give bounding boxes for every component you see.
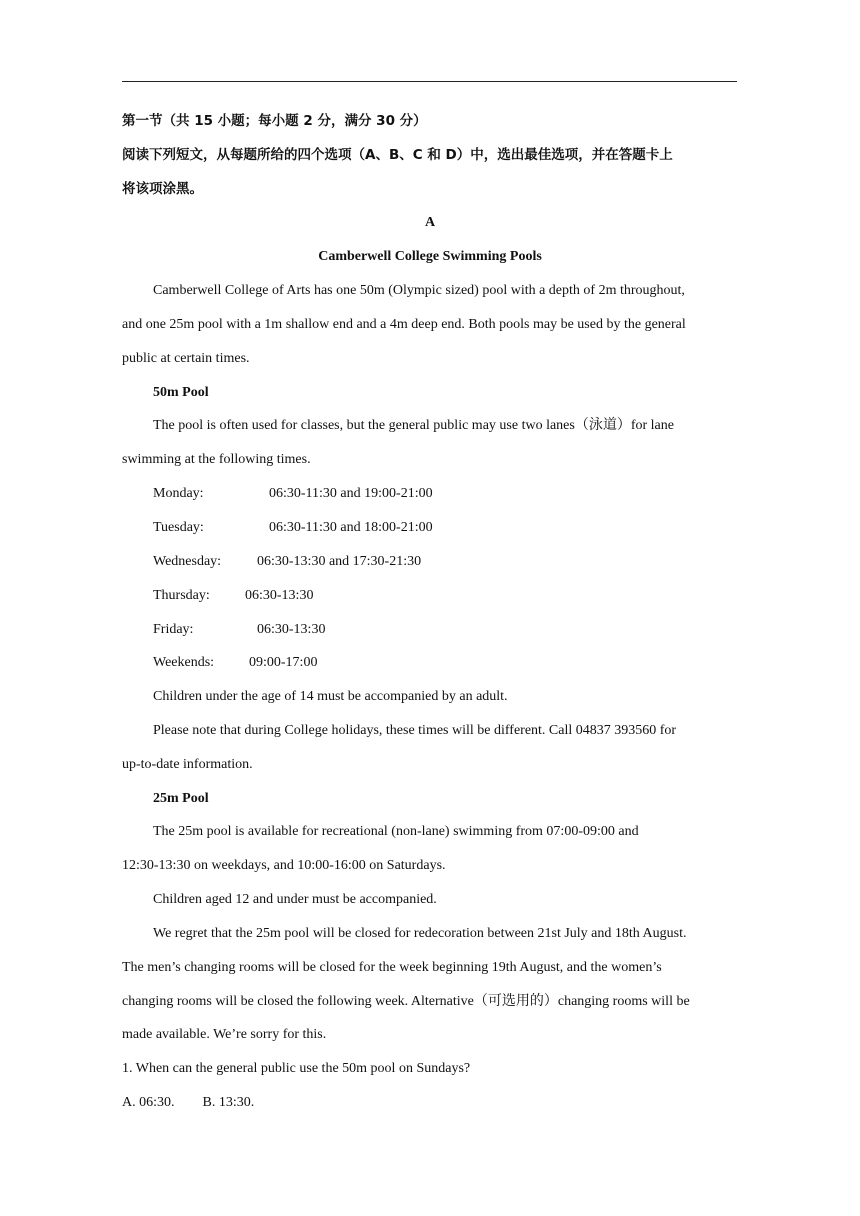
instructions-line-1: 阅读下列短文，从每题所给的四个选项（A、B、C 和 D）中，选出最佳选项，并在答题卡上 bbox=[122, 147, 673, 163]
schedule-day: Thursday: bbox=[153, 588, 210, 603]
header-rule bbox=[122, 81, 737, 82]
pool25-note-2-line-1: We regret that the 25m pool will be closed for redecoration between 21st July and 18th August. bbox=[153, 926, 687, 941]
pool50-note-2-line-2: up-to-date information. bbox=[122, 757, 253, 772]
schedule-row-weekends bbox=[153, 653, 317, 673]
schedule-times: 06:30-11:30 and 19:00-21:00 bbox=[269, 486, 433, 501]
intro-line-2: and one 25m pool with a 1m shallow end and a 4m deep end. Both pools may be used by the general bbox=[122, 317, 686, 332]
schedule-day: Friday: bbox=[153, 622, 194, 637]
question-1-options: A. 06:30. B. 13:30. bbox=[122, 1095, 255, 1110]
schedule-row-tuesday bbox=[153, 518, 433, 538]
pool25-note-2-line-3: changing rooms will be closed the following week. Alternative（可选用的）changing rooms will be bbox=[122, 994, 690, 1009]
schedule-times: 06:30-13:30 bbox=[245, 588, 314, 603]
schedule-row-monday bbox=[153, 484, 433, 504]
question-1: 1. When can the general public use the 50m pool on Sundays? bbox=[122, 1061, 471, 1076]
schedule-day: Tuesday: bbox=[153, 520, 204, 535]
instructions-line-2: 将该项涂黑。 bbox=[122, 181, 203, 197]
pool50-desc-line-2: swimming at the following times. bbox=[122, 452, 311, 467]
schedule-times: 06:30-13:30 bbox=[257, 622, 326, 637]
intro-line-1: Camberwell College of Arts has one 50m (Olympic sized) pool with a depth of 2m throughout, bbox=[153, 283, 685, 298]
schedule-day: Wednesday: bbox=[153, 554, 222, 569]
pool50-note-2-line-1: Please note that during College holidays, these times will be different. Call 04837 393560 for bbox=[153, 723, 677, 738]
pool25-desc-line-1: The 25m pool is available for recreational (non-lane) swimming from 07:00-09:00 and bbox=[153, 824, 639, 839]
pool25-desc-line-2: 12:30-13:30 on weekdays, and 10:00-16:00 on Saturdays. bbox=[122, 858, 446, 873]
passage-title: Camberwell College Swimming Pools bbox=[318, 249, 542, 264]
pool25-note-2-line-2: The men’s changing rooms will be closed for the week beginning 19th August, and the women’s bbox=[122, 960, 662, 975]
pool25-note-1: Children aged 12 and under must be accompanied. bbox=[153, 892, 437, 907]
schedule-row-friday bbox=[153, 620, 325, 640]
schedule-times: 06:30-11:30 and 18:00-21:00 bbox=[269, 520, 433, 535]
schedule-times: 06:30-13:30 and 17:30-21:30 bbox=[257, 554, 422, 569]
intro-line-3: public at certain times. bbox=[122, 351, 250, 366]
schedule-row-thursday bbox=[153, 586, 313, 606]
pool25-note-2-line-4: made available. We’re sorry for this. bbox=[122, 1027, 327, 1042]
passage-letter: A bbox=[424, 215, 436, 230]
pool25-heading: 25m Pool bbox=[153, 791, 209, 806]
pool50-heading: 50m Pool bbox=[153, 385, 209, 400]
schedule-times: 09:00-17:00 bbox=[249, 655, 318, 670]
pool50-desc-line-1: The pool is often used for classes, but the general public may use two lanes（泳道）for lane bbox=[153, 418, 674, 433]
section-title: 第一节（共 15 小题；每小题 2 分，满分 30 分） bbox=[122, 113, 427, 129]
schedule-day: Weekends: bbox=[153, 655, 215, 670]
pool50-note-1: Children under the age of 14 must be accompanied by an adult. bbox=[153, 689, 508, 704]
schedule-row-wednesday bbox=[153, 552, 421, 572]
schedule-day: Monday: bbox=[153, 486, 204, 501]
